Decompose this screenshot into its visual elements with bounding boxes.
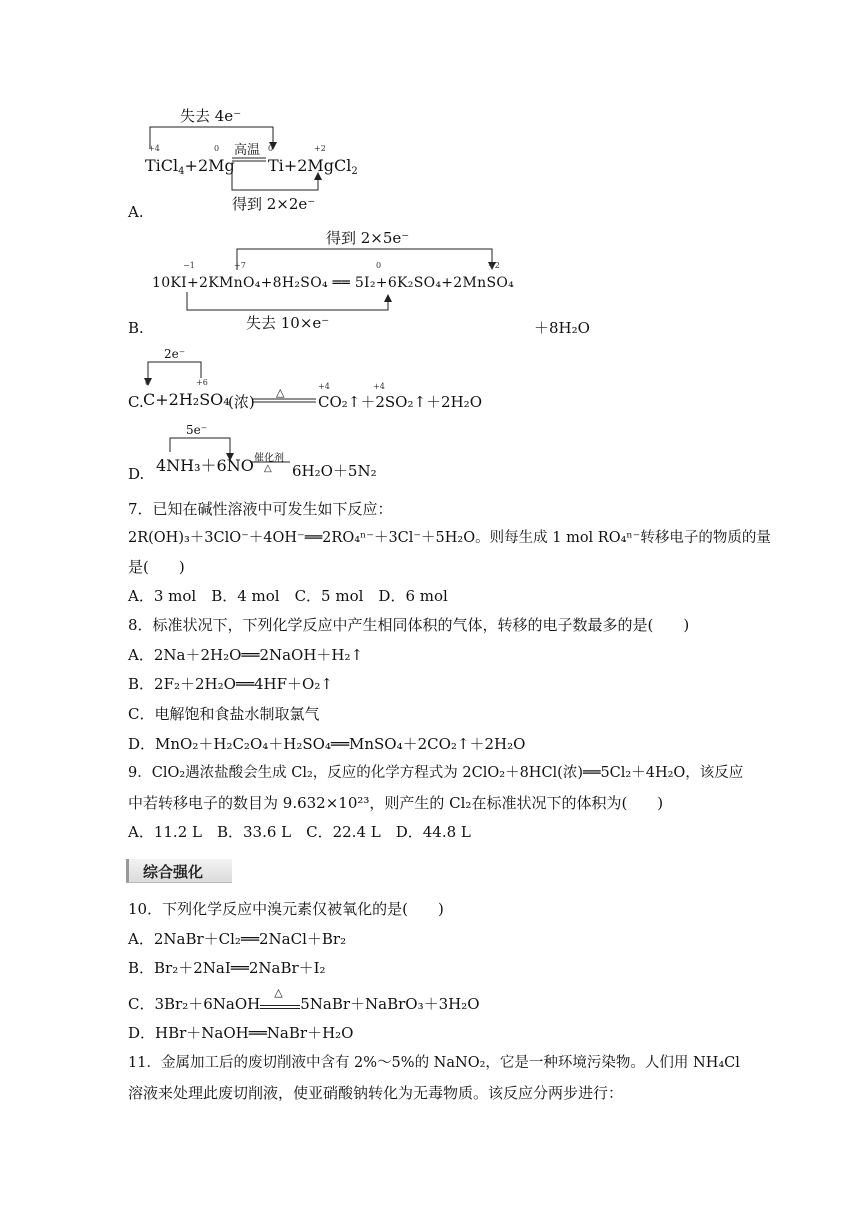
oxidation-state: +4 <box>148 144 160 153</box>
oxidation-state: 0 <box>214 144 220 153</box>
concentrated-label: (浓) <box>228 393 255 411</box>
oxidation-state: +2 <box>488 261 500 270</box>
section-banner <box>126 859 232 883</box>
choice-d: D．HBr＋NaOH══NaBr＋H₂O <box>128 1024 354 1042</box>
oxidation-state: +7 <box>234 261 246 270</box>
answer-choices: A．3 mol B．4 mol C．5 mol D．6 mol <box>128 587 448 605</box>
question-stem: 8．标准状况下，下列化学反应中产生相同体积的气体，转移的电子数最多的是( ) <box>128 616 690 634</box>
oxidation-state: +4 <box>318 382 330 391</box>
equation-tail: ＋8H₂O <box>534 319 590 337</box>
question-text: 11．金属加工后的废切削液中含有 2%～5%的 NaNO₂，它是一种环境污染物。人们用 NH₄Cl <box>128 1055 740 1071</box>
electron-gain-label: 得到 2×2e⁻ <box>232 195 316 213</box>
equation-lhs: TiCl$_4$+2Mg <box>145 156 235 177</box>
choice-b: B．2F₂＋2H₂O══4HF＋O₂↑ <box>128 675 333 693</box>
choice-c: C．3Br₂＋6NaOH △ 5NaBr＋NaBrO₃＋3H₂O <box>128 986 480 1013</box>
section-title: 综合强化 <box>143 863 204 881</box>
option-letter: D. <box>128 465 145 483</box>
choice-a: A．2Na＋2H₂O══2NaOH＋H₂↑ <box>128 646 364 664</box>
question-text: 9．ClO₂遇浓盐酸会生成 Cl₂，反应的化学方程式为 2ClO₂＋8HCl(浓)══5Cl₂＋4H₂O，该反应 <box>128 765 744 781</box>
oxidation-state: −1 <box>183 261 195 270</box>
equation-rhs: 6H₂O＋5N₂ <box>292 462 377 480</box>
catalyst-label: 催化剂 <box>254 453 284 464</box>
oxidation-state: +6 <box>196 378 208 387</box>
electron-gain-label: 得到 2×5e⁻ <box>326 229 410 247</box>
oxidation-state: 0 <box>268 144 274 153</box>
oxidation-state: +4 <box>373 382 385 391</box>
equation-lhs: 4NH₃＋6NO <box>156 456 254 475</box>
equation-rhs: CO₂↑＋2SO₂↑＋2H₂O <box>318 393 482 411</box>
heat-symbol: △ <box>276 386 285 399</box>
question-text: 中若转移电子的数目为 9.632×10²³，则产生的 Cl₂在标准状况下的体积为( ) <box>128 794 664 812</box>
option-letter: B. <box>128 319 144 337</box>
question-stem: 7．已知在碱性溶液中可发生如下反应： <box>128 500 393 518</box>
choice-c: C．电解饱和食盐水制取氯气 <box>128 705 320 723</box>
equation-rhs: Ti+2MgCl$_2$ <box>268 156 358 177</box>
choice-b: B．Br₂＋2NaI══2NaBr＋I₂ <box>128 959 326 977</box>
question-text: 是( ) <box>128 558 185 576</box>
option-letter: A. <box>128 203 144 221</box>
heat-symbol: △ <box>264 463 272 474</box>
choice-a: A．2NaBr＋Cl₂══2NaCl＋Br₂ <box>128 930 347 948</box>
answer-choices: A．11.2 L B．33.6 L C．22.4 L D．44.8 L <box>128 823 471 841</box>
option-letter: C. <box>128 393 144 411</box>
equation-lhs: C+2H₂SO₄ <box>143 390 230 409</box>
reaction-condition: 高温 <box>234 143 261 158</box>
equation: 10KI+2KMnO₄+8H₂SO₄ ══ 5I₂+6K₂SO₄+2MnSO₄ <box>152 275 515 291</box>
choice-d: D．MnO₂＋H₂C₂O₄＋H₂SO₄══MnSO₄＋2CO₂↑＋2H₂O <box>128 735 526 753</box>
oxidation-state: 0 <box>145 378 151 387</box>
oxidation-state: +2 <box>314 144 326 153</box>
electron-transfer-label: 5e⁻ <box>186 423 208 437</box>
question-stem: 10．下列化学反应中溴元素仅被氧化的是( ) <box>128 900 444 918</box>
question-text: 溶液来处理此废切削液，使亚硝酸钠转化为无毒物质。该反应分两步进行： <box>128 1084 624 1102</box>
electron-loss-label: 失去 10×e⁻ <box>246 314 330 332</box>
electron-transfer-label: 2e⁻ <box>164 347 186 361</box>
oxidation-state: 0 <box>376 261 382 270</box>
question-text: 2R(OH)₃＋3ClO⁻＋4OH⁻══2RO₄ⁿ⁻＋3Cl⁻＋5H₂O。则每生成 1 mol RO₄ⁿ⁻转移电子的物质的量 <box>128 530 771 546</box>
heat-equals-sign: △ <box>260 997 300 1009</box>
electron-loss-label: 失去 4e⁻ <box>180 107 242 125</box>
